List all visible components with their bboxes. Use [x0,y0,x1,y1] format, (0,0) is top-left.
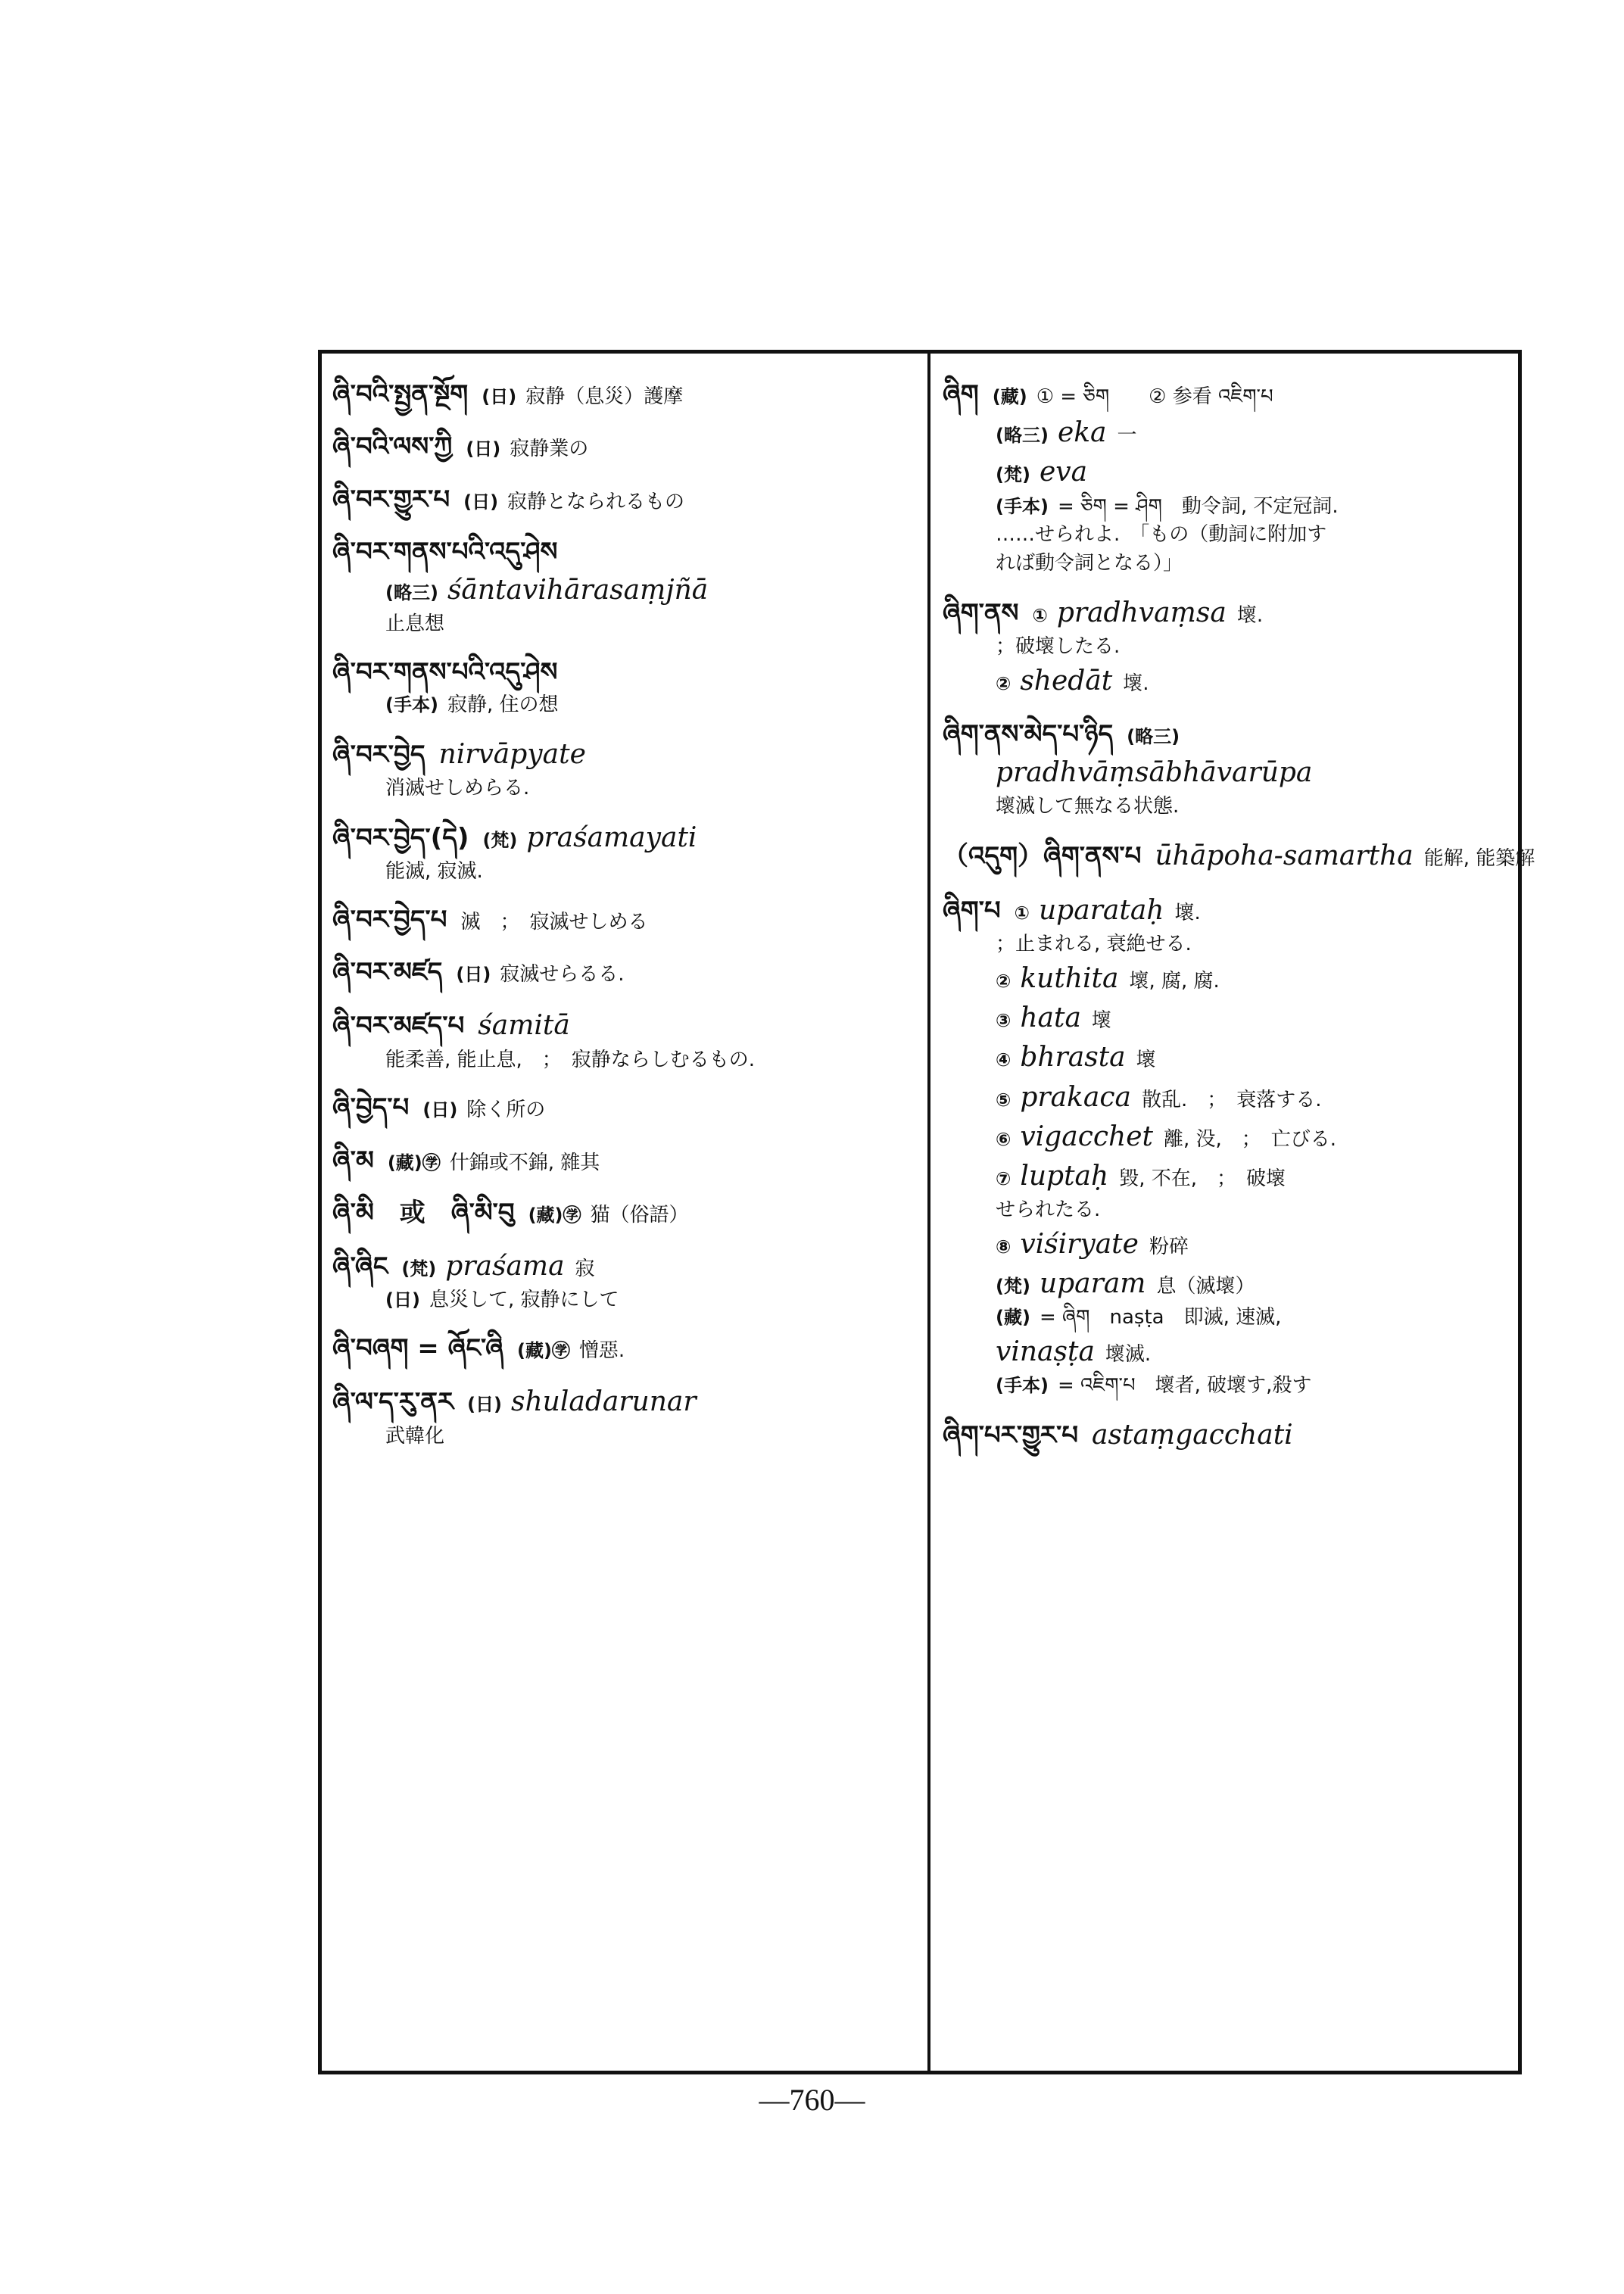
dictionary-entry [332,735,915,803]
tibetan-headword: ཞི་མ [332,1145,374,1176]
entry-headline [332,1006,915,1046]
tibetan-headword: ཞི་བར་བྱེད [332,740,425,771]
tibetan-headword: ཞི་བར་མཛད [332,957,443,988]
entry-headline [332,1142,915,1180]
dictionary-entry [943,716,1514,821]
sanskrit-term: bhrasta [1020,1042,1126,1074]
dictionary-entry [332,1089,915,1127]
japanese-gloss: 除く所の [466,1099,546,1122]
source-tag: (梵) [401,1258,437,1280]
tibetan-headword: ཞིག་པར་གྱུར་པ [943,1420,1079,1451]
sanskrit-term: pradhvaṃsa [1056,597,1227,628]
dictionary-entry [332,1382,915,1451]
dictionary-entry [332,1247,915,1315]
entry-subline [943,1078,1514,1117]
source-tag: ① [1032,604,1048,626]
source-tag: (略三) [385,582,438,604]
tibetan-headword: （འདུག）ཞིག་ནས་པ [943,840,1142,871]
source-tag: (藏)㊫ [528,1204,581,1226]
japanese-gloss: = འཇིག་པ 壞者, 破壞す,殺す [1057,1374,1312,1398]
japanese-gloss: 寂静となられるもの [507,490,685,513]
japanese-gloss: 離, 没, ； 亡びる. [1163,1127,1337,1151]
source-tag: (藏)㊫ [516,1340,570,1362]
source-tag: ⑥ [996,1128,1011,1150]
entry-headline [943,1416,1514,1455]
entry-headline [332,1089,915,1127]
source-tag: (手本) [996,1375,1049,1397]
source-tag: ② [996,971,1011,993]
japanese-gloss: 能解, 能築解 [1423,846,1535,870]
page-frame [318,350,1535,2074]
entry-headline [332,1195,915,1232]
source-tag: (日) [385,1289,420,1311]
entry-subline [943,1225,1514,1264]
japanese-gloss: 息（滅壞） [1156,1275,1255,1298]
right-column [943,376,1535,2056]
japanese-gloss: 壞 [1136,1049,1156,1072]
entry-subline [943,550,1514,578]
sanskrit-term: shedāt [1020,665,1113,697]
sanskrit-term: praśama [445,1251,565,1283]
entry-subline [332,1286,915,1315]
sanskrit-term: vigacchet [1020,1121,1153,1152]
source-tag: (梵) [482,829,518,851]
japanese-gloss: 滅 ； 寂滅せしめる [460,910,648,933]
japanese-gloss: 能滅, 寂滅. [385,860,483,884]
tibetan-headword: ཞི་བར་གནས་པའི་འདུ་ཤེས [332,657,558,688]
source-tag: (梵) [996,1276,1030,1298]
sanskrit-term: eka [1057,417,1107,449]
entry-subline [943,999,1514,1038]
entry-subline [943,1117,1514,1157]
entry-headline [943,594,1514,633]
entry-subline [332,775,915,803]
source-tag: (日) [456,964,491,986]
left-column [332,376,915,2056]
source-tag: (日) [467,1394,503,1416]
entry-subline [332,571,915,610]
entry-headline [332,376,915,413]
japanese-gloss: 什錦或不錦, 雜其 [449,1151,600,1174]
entry-subline [332,1423,915,1451]
source-tag: ① [1014,902,1030,924]
entry-subline [943,1157,1514,1196]
sanskrit-term: astaṃgacchati [1092,1419,1293,1451]
sanskrit-term: hata [1020,1002,1081,1034]
sanskrit-term: ūhāpoha-samartha [1155,840,1414,871]
tibetan-headword: ཞི་བའི་སྤྱན་སྔོག [332,379,469,410]
entry-subline [943,413,1514,453]
japanese-gloss: 寂静（息災）護摩 [525,385,684,408]
dictionary-entry [332,1006,915,1074]
japanese-gloss: 散乱. ； 衰落する. [1141,1088,1322,1111]
dictionary-entry [332,1195,915,1232]
entry-subline [943,930,1514,959]
entry-headline [332,1382,915,1422]
entry-headline [332,429,915,466]
entry-headline [332,482,915,519]
entry-headline [332,902,915,939]
source-tag: (手本) [996,495,1049,517]
sanskrit-term: kuthita [1020,963,1119,995]
japanese-gloss: 止息想 [385,612,445,636]
japanese-gloss: 寂静, 住の想 [447,693,559,717]
source-tag: (略三) [996,425,1049,447]
dictionary-entry [332,654,915,720]
entry-subline [943,959,1514,999]
japanese-gloss: 寂滅せらるる. [500,963,625,986]
source-tag: (日) [466,438,501,460]
japanese-gloss: 壞, 腐, 腐. [1129,970,1220,993]
japanese-gloss: 寂静業の [510,438,589,461]
source-tag: (藏)㊫ [387,1152,441,1173]
japanese-gloss: れば動令詞となる）」 [996,552,1183,575]
japanese-gloss: せられたる. [996,1198,1101,1222]
japanese-gloss: 憎惡. [578,1339,625,1363]
entry-subline [332,691,915,720]
japanese-gloss: 壞. [1123,672,1149,695]
entry-headline [332,818,915,858]
dictionary-entry [332,482,915,519]
tibetan-headword: ཞི་བར་བྱེད་(དེ) [332,822,469,853]
entry-subline [943,1196,1514,1225]
japanese-gloss: 壞 [1091,1009,1111,1033]
entry-subline [943,521,1514,550]
tibetan-headword: ཞི་ལ་ད་རུ་ནར [332,1387,454,1418]
sanskrit-term: śāntavihārasaṃjñā [447,575,709,606]
source-tag: (手本) [385,694,438,716]
source-tag: ⑤ [996,1089,1011,1111]
japanese-gloss: 粉碎 [1149,1235,1189,1258]
japanese-gloss: ；破壞したる. [996,634,1121,658]
page-number: —760— [759,2083,865,2117]
entry-subline [943,493,1514,522]
dictionary-entry [332,429,915,466]
source-tag: (梵) [996,464,1030,486]
dictionary-entry [332,1142,915,1180]
entry-headline [943,837,1535,876]
japanese-gloss: 壞. [1174,902,1201,925]
tibetan-headword: ཞིག་ནས་མེད་པ་ཉིད [943,718,1114,750]
tibetan-headword: ཞི་བར་གནས་པའི་འདུ་ཤེས [332,536,558,567]
sanskrit-term: vinaṣṭa [996,1336,1095,1367]
sanskrit-term: pradhvāṃsābhāvarūpa [996,757,1313,789]
japanese-gloss: 猫（俗語） [590,1203,689,1226]
entry-subline [943,1038,1514,1077]
tibetan-headword: ཞི་མི 或 ཞི་མི་བུ [332,1197,515,1228]
japanese-gloss: 消滅せしめらる. [385,777,530,800]
entry-subline [943,1304,1514,1332]
entry-headline [943,891,1514,930]
source-tag: ⑧ [996,1236,1011,1258]
japanese-gloss: = ཞིག naṣṭa 即滅, 速滅, [1039,1306,1282,1329]
sanskrit-term: luptaḥ [1020,1160,1109,1192]
source-tag: (略三) [1127,725,1180,747]
japanese-gloss: ① = ཅིག ② 参看 འཇིག་པ [1036,385,1273,408]
entry-headline [943,716,1514,753]
entry-subline [943,1264,1514,1304]
entry-subline [943,633,1514,662]
japanese-gloss: = ཅིག = ཤིག 動令詞, 不定冠詞. [1057,494,1339,518]
source-tag: (日) [422,1099,458,1121]
entry-subline [332,610,915,639]
sanskrit-term: nirvāpyate [438,739,586,771]
entry-headline [332,1247,915,1286]
column-divider [927,354,930,2071]
entry-subline [943,753,1514,793]
tibetan-headword: ཞི་བར་གྱུར་པ [332,484,450,515]
source-tag: ③ [996,1010,1011,1032]
tibetan-headword: ཞི་བཞག = ཞོང་ཞི [332,1333,503,1364]
tibetan-headword: ཞིག་ནས [943,597,1019,628]
sanskrit-term: viśiryate [1020,1228,1139,1260]
sanskrit-term: śamitā [478,1010,570,1042]
tibetan-headword: ཞི་བར་བྱེད་པ [332,904,447,935]
tibetan-headword: ཞི་ཞིང [332,1251,388,1283]
source-tag: ⑦ [996,1167,1011,1189]
source-tag: (藏) [996,1307,1030,1329]
japanese-gloss: 能柔善, 能止息, ； 寂静ならしむるもの. [385,1048,756,1071]
dictionary-entry [332,376,915,413]
entry-subline [943,793,1514,821]
japanese-gloss: 壞滅. [1105,1342,1152,1366]
source-tag: (藏) [992,386,1027,407]
dictionary-entry [332,534,915,639]
source-tag: (日) [482,386,517,407]
entry-subline [332,1046,915,1075]
entry-subline [943,1372,1514,1401]
dictionary-entry [332,818,915,887]
japanese-gloss: 一 [1117,424,1137,447]
dictionary-entry [332,954,915,991]
tibetan-headword: ཞིག [943,379,979,410]
sanskrit-term: uparam [1039,1268,1146,1300]
japanese-gloss: 毀, 不在, ； 破壞 [1119,1167,1286,1190]
dictionary-entry [332,1330,915,1367]
dictionary-entry [943,376,1514,578]
entry-subline [943,453,1514,492]
japanese-gloss: 寂 [575,1258,595,1281]
entry-headline [332,954,915,991]
japanese-gloss: ……せられよ. 「もの（動詞に附加す [996,523,1327,547]
dictionary-entry [943,594,1514,701]
japanese-gloss: 壞滅して無なる状態. [996,795,1180,818]
entry-subline [943,1332,1514,1372]
japanese-gloss: 武韓化 [385,1424,445,1448]
dictionary-entry [332,902,915,939]
dictionary-entry [943,837,1535,876]
sanskrit-term: uparataḥ [1039,895,1164,927]
dictionary-entry [943,1416,1514,1455]
entry-subline [332,858,915,887]
sanskrit-term: shuladarunar [511,1386,697,1418]
tibetan-headword: ཞི་བའི་ལས་ཀྱི [332,432,453,463]
tibetan-headword: ཞི་བྱེད་པ [332,1092,410,1124]
entry-subline [943,662,1514,701]
japanese-gloss: 息災して, 寂静にして [429,1289,619,1312]
sanskrit-term: eva [1039,457,1088,488]
source-tag: ④ [996,1049,1011,1071]
source-tag: (日) [463,491,499,513]
japanese-gloss: ；止まれる, 衰絶せる. [996,933,1192,956]
entry-headline [332,1330,915,1367]
source-tag: ② [996,672,1011,694]
sanskrit-term: praśamayati [526,821,697,853]
dictionary-entry [943,891,1514,1401]
entry-headline [332,735,915,775]
entry-headline [943,376,1514,413]
japanese-gloss: 壞. [1236,603,1264,627]
tibetan-headword: ཞིག་པ [943,896,1001,927]
entry-headline [332,534,915,571]
tibetan-headword: ཞི་བར་མཛད་པ [332,1011,465,1042]
entry-headline [332,654,915,691]
sanskrit-term: prakaca [1020,1081,1131,1113]
